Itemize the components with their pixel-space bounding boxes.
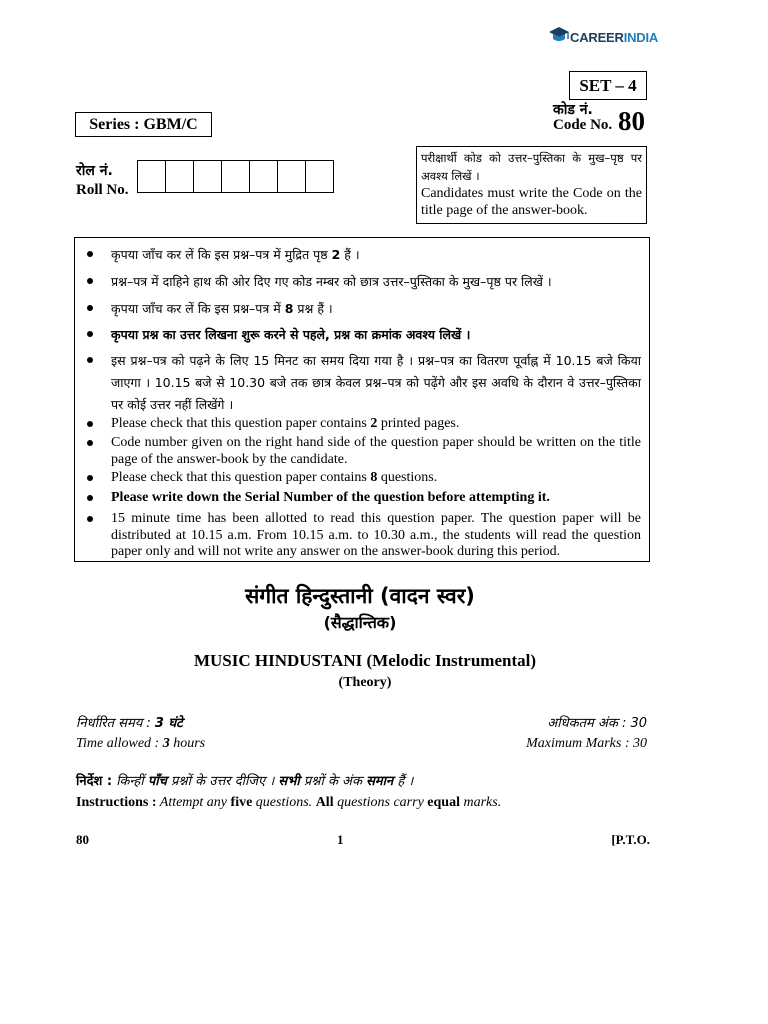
instruction-text: Please check that this question paper contains 2 printed pages.: [111, 416, 460, 431]
directions-hindi: निर्देश : किन्हीं पाँच प्रश्नों के उत्तर दीजिए । सभी प्रश्नों के अंक समान हैं ।: [76, 774, 414, 789]
instruction-item: [85, 490, 641, 507]
bullet-icon: [87, 331, 93, 337]
instruction-text: 15 minute time has been allotted to read this question paper. The question paper will be distributed at 10.15 a.m. From 10.15 a.m. to 10.30 a.m., the students will read the question paper only and will not write any answer on the answer-book during this period.: [111, 511, 641, 559]
bullet-icon: [87, 421, 93, 427]
instruction-item: [85, 350, 641, 416]
instruction-text: इस प्रश्न–पत्र को पढ़ने के लिए 15 मिनट का समय दिया गया है । प्रश्न–पत्र का वितरण पूर्वाह्न में 10.15 बजे किया जाएगा । 10.15 बजे से 10.30 बजे तक छात्र केवल प्रश्न–पत्र को पढ़ेंगे और इस अवधि के दौरान वे उत्तर–पुस्तिका पर कोई उत्तर नहीं लिखेंगे ।: [111, 353, 641, 412]
time-allowed: Time allowed : 3 hours: [76, 736, 206, 751]
roll-number-box[interactable]: [278, 161, 306, 192]
logo-text: CAREERINDIA: [570, 30, 659, 45]
instruction-text: Code number given on the right hand side of the question paper should be written on the title page of the answer-book by the candidate.: [111, 435, 641, 467]
instruction-item: [85, 416, 641, 433]
roll-number-box[interactable]: [222, 161, 250, 192]
subject-title-hindi: संगीत हिन्दुस्तानी (वादन स्वर): [245, 584, 475, 608]
instruction-item: [85, 298, 641, 320]
bullet-icon: [87, 440, 93, 446]
instruction-item: [85, 435, 641, 468]
roll-number-boxes[interactable]: [137, 160, 334, 193]
code-label: Code No.: [553, 117, 613, 133]
bullet-icon: [87, 251, 93, 257]
maximum-marks-hindi: अधिकतम अंक : 30: [547, 716, 647, 731]
bullet-icon: [87, 278, 93, 284]
maximum-marks: Maximum Marks : 30: [526, 736, 647, 751]
careerindia-logo: [548, 22, 660, 50]
code-label-hindi: कोड नं.: [553, 102, 593, 118]
instruction-item: [85, 324, 641, 346]
bullet-icon: [87, 357, 93, 363]
code-note-english: Candidates must write the Code on the title page of the answer-book.: [421, 186, 642, 218]
roll-number-box[interactable]: [138, 161, 166, 192]
instruction-text: कृपया जाँच कर लें कि इस प्रश्न–पत्र में 8 प्रश्न हैं ।: [111, 301, 333, 316]
code-note-box: [416, 146, 647, 224]
roll-number-box[interactable]: [194, 161, 222, 192]
series-label: Series : GBM/C: [75, 112, 212, 137]
instruction-text: Please check that this question paper contains 8 questions.: [111, 470, 438, 485]
page-number: 1: [337, 832, 344, 847]
footer-code: 80: [76, 832, 89, 847]
roll-number-box[interactable]: [250, 161, 278, 192]
bullet-icon: [87, 305, 93, 311]
subject-title: MUSIC HINDUSTANI (Melodic Instrumental): [193, 651, 537, 670]
instruction-item: [85, 511, 641, 561]
code-note-hindi: परीक्षार्थी कोड को उत्तर–पुस्तिका के मुख–पृष्ठ पर अवश्य लिखें ।: [421, 151, 642, 183]
roll-number-box[interactable]: [166, 161, 194, 192]
instruction-item: [85, 271, 641, 293]
directions: Instructions : Attempt any five questions. All questions carry equal marks.: [76, 795, 502, 810]
bullet-icon: [87, 495, 93, 501]
instruction-text: प्रश्न–पत्र में दाहिने हाथ की ओर दिए गए कोड नम्बर को छात्र उत्तर–पुस्तिका के मुख–पृष्ठ पर लिखें ।: [111, 274, 552, 289]
subject-subtitle: (Theory): [338, 675, 392, 690]
please-turn-over: [P.T.O.: [611, 832, 650, 847]
roll-number-box[interactable]: [306, 161, 333, 192]
instruction-item: [85, 244, 641, 266]
bullet-icon: [87, 516, 93, 522]
roll-label-hindi: रोल नं.: [76, 163, 113, 179]
bullet-icon: [87, 475, 93, 481]
instruction-text: कृपया प्रश्न का उत्तर लिखना शुरू करने से पहले, प्रश्न का क्रमांक अवश्य लिखें ।: [111, 327, 471, 342]
subject-subtitle-hindi: (सैद्धान्तिक): [323, 613, 397, 632]
time-allowed-hindi: निर्धारित समय : 3 घंटे: [76, 716, 183, 731]
code-number: 80: [618, 106, 645, 136]
general-instructions-box: [74, 237, 650, 562]
graduation-cap-icon: [548, 24, 570, 46]
roll-label: Roll No.: [76, 182, 129, 198]
instruction-item: [85, 470, 641, 487]
instruction-text: कृपया जाँच कर लें कि इस प्रश्न–पत्र में मुद्रित पृष्ठ 2 हैं ।: [111, 247, 360, 262]
instruction-text: Please write down the Serial Number of the question before attempting it.: [111, 490, 550, 505]
set-number: SET – 4: [569, 71, 647, 100]
